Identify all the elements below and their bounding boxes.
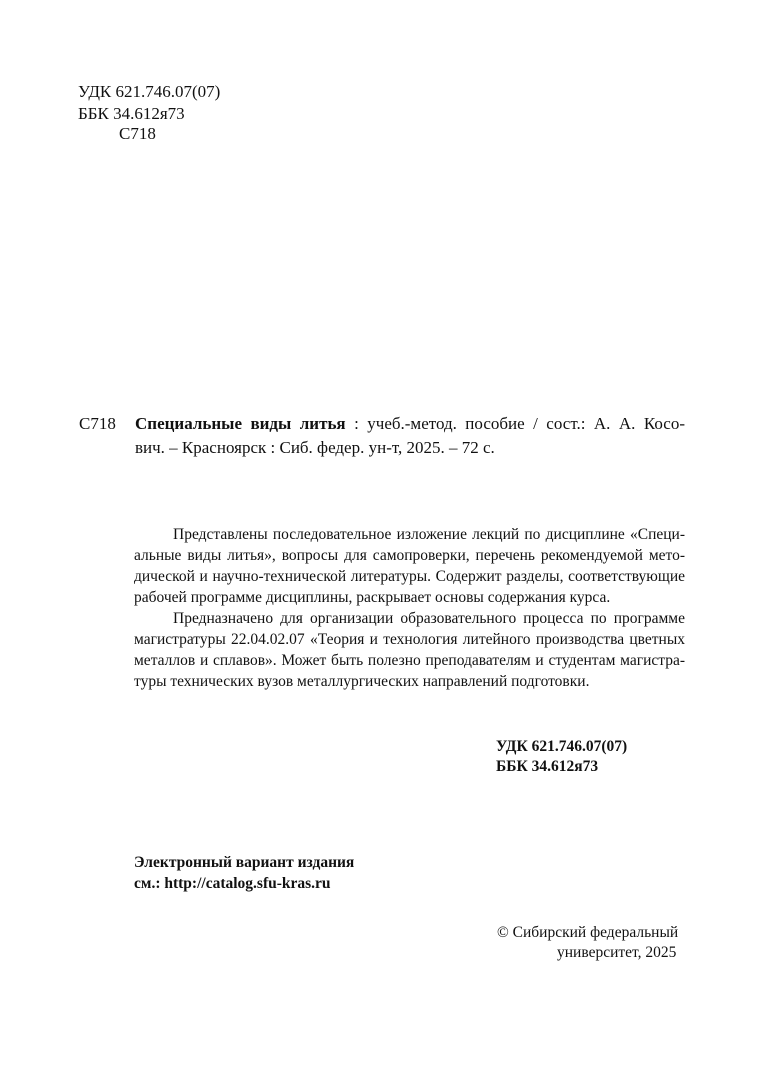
annotation-p1-line: альные виды литья», вопросы для самопроверки, перечень рекомендуемой мето- (134, 547, 685, 564)
catalog-link[interactable]: см.: http://catalog.sfu-kras.ru (134, 875, 331, 892)
bbk-code-bottom: ББК 34.612я73 (496, 758, 599, 775)
bib-line-1 (135, 412, 685, 435)
udk-code-top: УДК 621.746.07(07) (78, 82, 221, 101)
annotation-p2-line: магистратуры 22.04.02.07 «Теория и технология литейного производства цветных (134, 631, 685, 648)
bib-line-2: вич. – Красноярск : Сиб. федер. ун-т, 2025. – 72 с. (135, 438, 495, 457)
annotation-p1-line: Представлены последовательное изложение лекций по дисциплине «Специ- (173, 526, 685, 543)
bbk-code-top: ББК 34.612я73 (78, 104, 185, 123)
author-mark-top: С718 (119, 124, 156, 143)
annotation-p1-line: дической и научно-технической литературы. Содержит разделы, соответствующие (134, 568, 685, 585)
annotation-p2-line: туры технических вузов металлургических направлений подготовки. (134, 673, 590, 690)
book-title: Специальные виды литья (135, 414, 346, 433)
annotation-p2-line: Предназначено для организации образовательного процесса по программе (173, 610, 685, 627)
udk-code-bottom: УДК 621.746.07(07) (496, 738, 628, 755)
electronic-version-label: Электронный вариант издания (134, 854, 355, 871)
author-mark-record: С718 (79, 414, 116, 433)
annotation-p1-line: рабочей программе дисциплины, раскрывает основы содержания курса. (134, 589, 611, 606)
copyright-line-2: университет, 2025 (557, 944, 677, 961)
bib-line-1-rest: : учеб.-метод. пособие / сост.: А. А. Косо- (345, 414, 685, 433)
copyright-line-1: © Сибирский федеральный (497, 924, 679, 941)
annotation (134, 524, 685, 692)
annotation-p2-line: металлов и сплавов». Может быть полезно преподавателям и студентам магистра- (134, 652, 685, 669)
